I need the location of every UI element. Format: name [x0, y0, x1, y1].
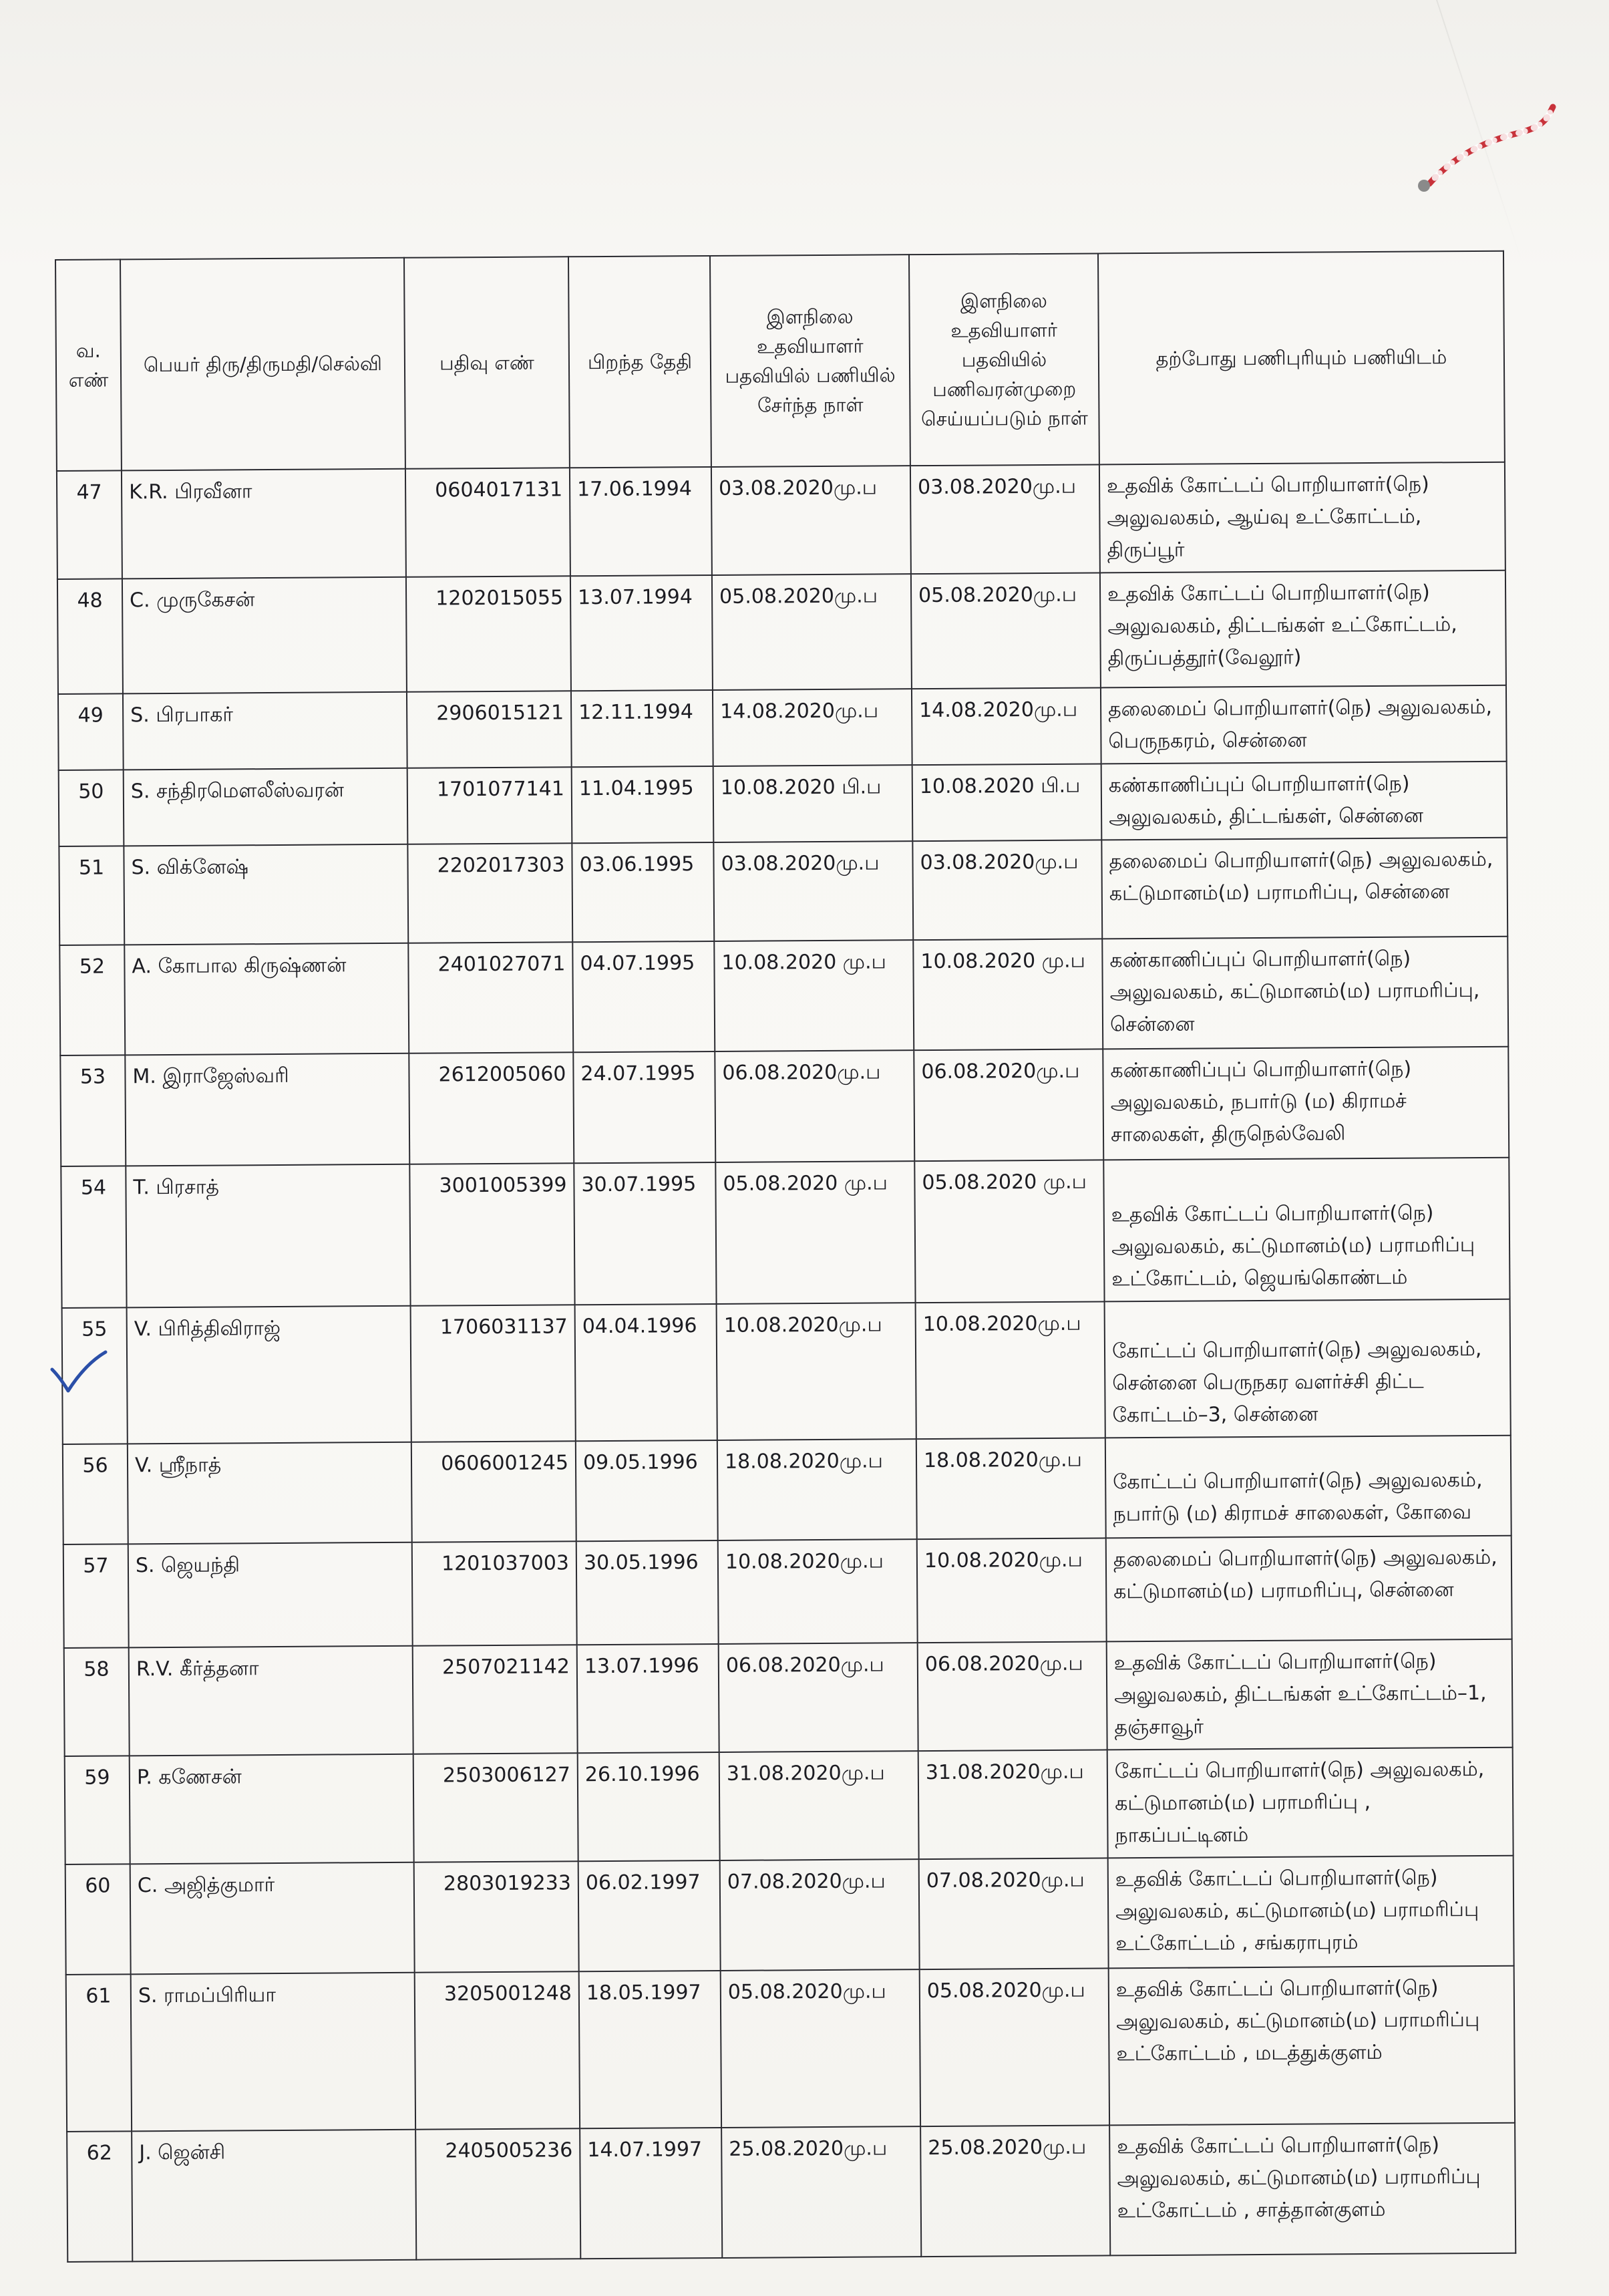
cell-dob: 03.06.1995 — [572, 842, 714, 942]
table-row — [59, 937, 1508, 1055]
cell-sno: 58 — [64, 1647, 130, 1756]
cell-reg-no: 3205001248 — [415, 1971, 580, 2129]
cell-regularisation-date: 05.08.2020மு.ப — [920, 1968, 1109, 2126]
cell-name: K.R. பிரவீனா — [122, 469, 406, 579]
cell-dob: 04.04.1996 — [575, 1304, 717, 1441]
cell-current-office: தலைமைப் பொறியாளர்(நெ) அலுவலகம், கட்டுமானம்(ம) பராமரிப்பு, சென்னை — [1101, 838, 1507, 939]
cell-current-office: கோட்டப் பொறியாளர்(நெ) அலுவலகம், நபார்டு (ம) கிராமச் சாலைகள், கோவை — [1105, 1436, 1511, 1538]
cell-current-office: உதவிக் கோட்டப் பொறியாளர்(நெ) அலுவலகம், கட்டுமானம்(ம) பராமரிப்பு உட்கோட்டம், ஜெயங்கொண்டம் — [1103, 1158, 1509, 1302]
cell-name: S. விக்னேஷ் — [124, 844, 408, 945]
cell-current-office: தலைமைப் பொறியாளர்(நெ) அலுவலகம், பெருநகரம், சென்னை — [1101, 685, 1507, 764]
cell-sno: 61 — [66, 1974, 132, 2132]
cell-regularisation-date: 31.08.2020மு.ப — [918, 1750, 1108, 1859]
table-row — [66, 1966, 1515, 2132]
table-row — [61, 1158, 1509, 1308]
cell-dob: 09.05.1996 — [576, 1440, 718, 1541]
cell-name: T. பிரசாத் — [126, 1164, 410, 1308]
cell-sno: 53 — [60, 1055, 126, 1166]
cell-join-date: 18.08.2020மு.ப — [717, 1439, 917, 1540]
cell-dob: 14.07.1997 — [580, 2128, 722, 2259]
cell-dob: 12.11.1994 — [571, 690, 713, 767]
cell-regularisation-date: 14.08.2020மு.ப — [912, 687, 1101, 765]
cell-join-date: 06.08.2020மு.ப — [715, 1050, 914, 1162]
header-current-office: தற்போது பணிபுரியும் பணியிடம் — [1098, 251, 1505, 465]
cell-dob: 13.07.1994 — [570, 575, 713, 691]
header-dob: பிறந்த தேதி — [568, 256, 711, 468]
cell-current-office: கண்காணிப்புப் பொறியாளர்(நெ) அலுவலகம், நபார்டு (ம) கிராமச் சாலைகள், திருநெல்வேலி — [1103, 1047, 1509, 1160]
table-row — [63, 1436, 1511, 1544]
table-header-row — [55, 251, 1505, 471]
cell-reg-no: 2906015121 — [407, 691, 572, 768]
cell-current-office: உதவிக் கோட்டப் பொறியாளர்(நெ) அலுவலகம், ஆய்வு உட்கோட்டம், திருப்பூர் — [1099, 462, 1505, 573]
cell-name: C. அஜித்குமார் — [130, 1862, 415, 1975]
cell-reg-no: 2503006127 — [413, 1753, 578, 1862]
cell-current-office: உதவிக் கோட்டப் பொறியாளர்(நெ) அலுவலகம், கட்டுமானம்(ம) பராமரிப்பு உட்கோட்டம் , சாத்தான்குளம் — [1109, 2123, 1515, 2256]
cell-dob: 13.07.1996 — [577, 1644, 719, 1753]
cell-name: J. ஜென்சி — [132, 2130, 416, 2262]
table-row — [64, 1639, 1513, 1756]
cell-reg-no: 2401027071 — [408, 942, 573, 1053]
header-name: பெயர் திரு/திருமதி/செல்வி — [120, 258, 405, 471]
table-row — [58, 685, 1507, 770]
cell-reg-no: 3001005399 — [409, 1163, 574, 1305]
cell-join-date: 03.08.2020மு.ப — [713, 841, 913, 941]
cell-current-office: உதவிக் கோட்டப் பொறியாளர்(நெ) அலுவலகம், கட்டுமானம்(ம) பராமரிப்பு உட்கோட்டம் , மடத்துக்குளம் — [1109, 1966, 1515, 2126]
cell-join-date: 05.08.2020மு.ப — [721, 1969, 920, 2128]
cell-regularisation-date: 03.08.2020மு.ப — [912, 840, 1102, 940]
cell-regularisation-date: 18.08.2020மு.ப — [916, 1438, 1106, 1539]
table-row — [57, 570, 1506, 694]
cell-sno: 52 — [59, 945, 125, 1055]
cell-join-date: 10.08.2020மு.ப — [717, 1303, 916, 1440]
cell-sno: 55 — [62, 1307, 128, 1444]
table-row — [59, 762, 1507, 846]
cell-sno: 47 — [57, 470, 122, 579]
cell-join-date: 25.08.2020மு.ப — [721, 2126, 921, 2258]
cell-join-date: 03.08.2020மு.ப — [711, 466, 911, 575]
cell-sno: 60 — [65, 1864, 131, 1975]
cell-regularisation-date: 10.08.2020மு.ப — [916, 1301, 1105, 1439]
cell-current-office: உதவிக் கோட்டப் பொறியாளர்(நெ) அலுவலகம், திட்டங்கள் உட்கோட்டம், திருப்பத்தூர்(வேலூர்) — [1100, 570, 1506, 688]
cell-dob: 18.05.1997 — [579, 1971, 721, 2128]
cell-name: V. ஸ்ரீநாத் — [128, 1442, 412, 1544]
cell-name: C. முருகேசன் — [122, 577, 407, 694]
cell-join-date: 07.08.2020மு.ப — [720, 1859, 920, 1971]
cell-name: A. கோபால கிருஷ்ணன் — [124, 943, 409, 1055]
cell-join-date: 05.08.2020மு.ப — [712, 574, 912, 690]
cell-reg-no: 0606001245 — [411, 1441, 576, 1542]
table-row — [63, 1536, 1512, 1648]
cell-regularisation-date: 06.08.2020மு.ப — [914, 1049, 1103, 1161]
table-row — [62, 1299, 1511, 1444]
cell-name: S. ஜெயந்தி — [128, 1542, 413, 1648]
header-reg-no: பதிவு எண் — [404, 257, 570, 468]
cell-dob: 24.07.1995 — [573, 1051, 715, 1163]
cell-reg-no: 1706031137 — [411, 1305, 576, 1442]
cell-name: R.V. கீர்த்தனா — [129, 1646, 413, 1756]
cell-sno: 56 — [63, 1444, 128, 1544]
cell-dob: 30.05.1996 — [576, 1540, 719, 1645]
cell-reg-no: 2612005060 — [409, 1052, 574, 1164]
cell-regularisation-date: 05.08.2020மு.ப — [911, 572, 1101, 689]
cell-sno: 50 — [59, 770, 124, 846]
cell-name: M. இராஜேஸ்வரி — [125, 1053, 409, 1166]
cell-reg-no: 1202015055 — [406, 576, 571, 691]
cell-regularisation-date: 06.08.2020மு.ப — [918, 1641, 1107, 1751]
cell-name: P. கணேசன் — [130, 1754, 414, 1864]
cell-sno: 51 — [59, 846, 124, 945]
cell-join-date: 05.08.2020 மு.ப — [715, 1161, 915, 1304]
cell-join-date: 10.08.2020 பி.ப — [713, 765, 913, 842]
cell-name: S. ராமப்பிரியா — [131, 1973, 415, 2132]
table-row — [65, 1856, 1514, 1975]
cell-regularisation-date: 05.08.2020 மு.ப — [914, 1160, 1104, 1303]
table-row — [59, 838, 1507, 945]
employee-roster-table — [55, 251, 1516, 2263]
cell-regularisation-date: 25.08.2020மு.ப — [920, 2125, 1110, 2257]
cell-name: S. பிரபாகர் — [123, 692, 407, 770]
cell-sno: 54 — [61, 1166, 126, 1308]
cell-regularisation-date: 10.08.2020 மு.ப — [913, 939, 1103, 1050]
cell-dob: 26.10.1996 — [578, 1752, 720, 1861]
binding-thread-icon — [1409, 100, 1556, 214]
cell-reg-no: 2202017303 — [407, 843, 572, 943]
cell-regularisation-date: 07.08.2020மு.ப — [919, 1858, 1109, 1969]
cell-current-office: தலைமைப் பொறியாளர்(நெ) அலுவலகம், கட்டுமானம்(ம) பராமரிப்பு, சென்னை — [1106, 1536, 1512, 1642]
cell-regularisation-date: 03.08.2020மு.ப — [910, 464, 1100, 574]
cell-sno: 57 — [63, 1544, 129, 1648]
cell-reg-no: 2803019233 — [414, 1861, 579, 1972]
table-row — [67, 2123, 1515, 2262]
cell-join-date: 10.08.2020மு.ப — [718, 1539, 918, 1644]
cell-dob: 30.07.1995 — [574, 1162, 716, 1305]
cell-dob: 04.07.1995 — [572, 941, 715, 1052]
cell-dob: 06.02.1997 — [578, 1860, 721, 1971]
cell-join-date: 31.08.2020மு.ப — [719, 1751, 919, 1860]
cell-current-office: கோட்டப் பொறியாளர்(நெ) அலுவலகம், கட்டுமானம்(ம) பராமரிப்பு , நாகப்பட்டினம் — [1107, 1748, 1513, 1858]
cell-reg-no: 0604017131 — [405, 468, 570, 577]
cell-sno: 59 — [65, 1756, 130, 1864]
table-row — [57, 462, 1505, 579]
header-regularisation-date: இளநிலை உதவியாளர் பதவியில் பணிவரன்முறை செய்யப்படும் நாள் — [909, 253, 1099, 466]
checkmark-icon — [48, 1349, 108, 1396]
cell-regularisation-date: 10.08.2020மு.ப — [917, 1538, 1107, 1643]
cell-sno: 49 — [58, 693, 124, 770]
cell-name: S. சந்திரமௌலீஸ்வரன் — [124, 768, 408, 846]
cell-reg-no: 2405005236 — [415, 2128, 580, 2259]
cell-current-office: உதவிக் கோட்டப் பொறியாளர்(நெ) அலுவலகம், கட்டுமானம்(ம) பராமரிப்பு உட்கோட்டம் , சங்கராபுரம் — [1108, 1856, 1514, 1969]
cell-join-date: 06.08.2020மு.ப — [719, 1643, 918, 1752]
cell-reg-no: 2507021142 — [413, 1645, 578, 1754]
header-join-date: இளநிலை உதவியாளர் பதவியில் பணியில் சேர்ந்த நாள் — [710, 255, 910, 467]
cell-join-date: 10.08.2020 மு.ப — [714, 940, 914, 1051]
cell-dob: 17.06.1994 — [570, 467, 712, 576]
cell-regularisation-date: 10.08.2020 பி.ப — [912, 764, 1102, 841]
cell-current-office: கண்காணிப்புப் பொறியாளர்(நெ) அலுவலகம், கட்டுமானம்(ம) பராமரிப்பு, சென்னை — [1102, 937, 1508, 1049]
cell-dob: 11.04.1995 — [572, 766, 714, 843]
cell-reg-no: 1201037003 — [412, 1541, 577, 1645]
header-sno: வ. எண் — [55, 259, 122, 471]
cell-sno: 48 — [57, 579, 123, 694]
table-row — [65, 1748, 1513, 1864]
table-row — [60, 1047, 1509, 1166]
cell-name: V. பிரித்திவிராஜ் — [127, 1306, 411, 1444]
cell-sno: 62 — [67, 2131, 132, 2262]
cell-current-office: கண்காணிப்புப் பொறியாளர்(நெ) அலுவலகம், திட்டங்கள், சென்னை — [1101, 762, 1507, 840]
cell-current-office: உதவிக் கோட்டப் பொறியாளர்(நெ) அலுவலகம், திட்டங்கள் உட்கோட்டம்–1, தஞ்சாவூர் — [1107, 1639, 1513, 1750]
cell-reg-no: 1701077141 — [407, 767, 572, 844]
cell-current-office: கோட்டப் பொறியாளர்(நெ) அலுவலகம், சென்னை பெருநகர வளர்ச்சி திட்ட கோட்டம்–3, சென்னை — [1105, 1299, 1511, 1438]
cell-join-date: 14.08.2020மு.ப — [713, 689, 912, 766]
